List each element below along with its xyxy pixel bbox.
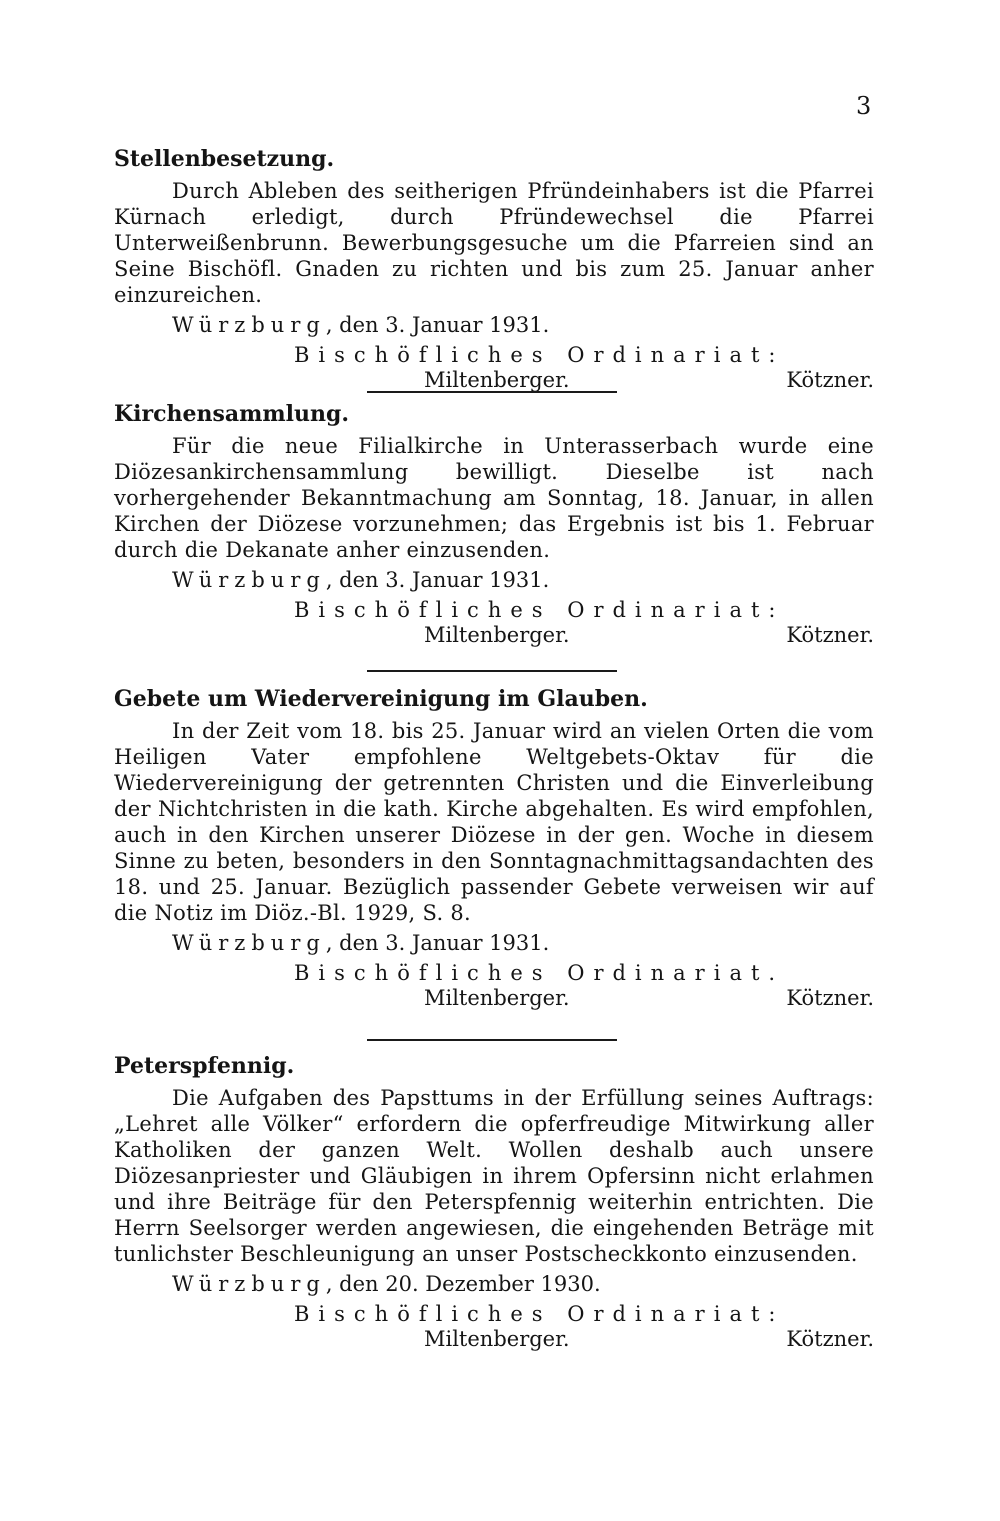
office-title: Bischöfliches Ordinariat:: [294, 1302, 785, 1326]
signature-row: [114, 623, 874, 653]
date: , den 3. Januar 1931.: [325, 568, 550, 592]
signature-left: Miltenberger.: [424, 368, 570, 392]
signature-row: [114, 1327, 874, 1357]
section-gebete: [114, 686, 874, 1016]
signature-row: [114, 986, 874, 1016]
signature-right: Kötzner.: [786, 1327, 874, 1351]
signature-left: Miltenberger.: [424, 1327, 570, 1351]
place-date: [172, 1271, 874, 1297]
office-title: Bischöfliches Ordinariat:: [294, 598, 785, 622]
section-divider: [367, 1039, 617, 1041]
signature-left: Miltenberger.: [424, 623, 570, 647]
section-heading: Stellenbesetzung.: [114, 146, 335, 172]
city: Würzburg: [172, 1272, 326, 1296]
city: Würzburg: [172, 568, 326, 592]
page-number: 3: [856, 92, 872, 120]
signature-right: Kötzner.: [786, 368, 874, 392]
signature-right: Kötzner.: [786, 623, 874, 647]
city: Würzburg: [172, 931, 326, 955]
place-date: [172, 930, 874, 956]
section-kirchensammlung: [114, 401, 874, 653]
section-peterspfennig: [114, 1053, 874, 1357]
date: , den 3. Januar 1931.: [325, 313, 550, 337]
section-heading: Kirchensammlung.: [114, 401, 350, 427]
signature-row: [114, 368, 874, 398]
date: , den 3. Januar 1931.: [325, 931, 550, 955]
section-divider: [367, 670, 617, 672]
section-body: Für die neue Filialkirche in Unterasserbach wurde eine Diözesankirchensammlung bewilligt. Dieselbe ist nach vorhergehender Bekanntmachung am Sonntag, 18. Januar, in allen Kirchen der Diözese vorzunehmen; das Ergebnis ist bis 1. Februar durch die Dekanate anher einzusenden.: [114, 434, 874, 562]
section-body: Durch Ableben des seitherigen Pfründeinhabers ist die Pfarrei Kürnach erledigt, durch Pfründewechsel die Pfarrei Unterweißenbrunn. Bewerbungsgesuche um die Pfarreien sind an Seine Bischöfl. Gnaden zu richten und bis zum 25. Januar anher einzureichen.: [114, 179, 874, 307]
section-body: Die Aufgaben des Papsttums in der Erfüllung seines Auftrags: „Lehret alle Völker“ erfordern die opferfreudige Mitwirkung aller Katholiken der ganzen Welt. Wollen deshalb auch unsere Diözesanpriester und Gläubigen in ihrem Opfersinn nicht erlahmen und ihre Beiträge für den Peterspfennig weiterhin entrichten. Die Herrn Seelsorger werden angewiesen, die eingehenden Beträge mit tunlichster Beschleunigung an unser Postscheckkonto einzusenden.: [114, 1086, 874, 1266]
signature-right: Kötzner.: [786, 986, 874, 1010]
office-title: Bischöfliches Ordinariat:: [294, 343, 785, 367]
place-date: [172, 312, 874, 338]
office-title: Bischöfliches Ordinariat.: [294, 961, 785, 985]
city: Würzburg: [172, 313, 326, 337]
place-date: [172, 567, 874, 593]
signature-left: Miltenberger.: [424, 986, 570, 1010]
section-divider: [367, 391, 617, 393]
section-stellenbesetzung: [114, 146, 874, 398]
section-heading: Peterspfennig.: [114, 1053, 295, 1079]
section-heading: Gebete um Wiedervereinigung im Glauben.: [114, 686, 648, 712]
date: , den 20. Dezember 1930.: [325, 1272, 601, 1296]
section-body: In der Zeit vom 18. bis 25. Januar wird an vielen Orten die vom Heiligen Vater empfohlene Weltgebets-Oktav für die Wiedervereinigung der getrennten Christen und die Einverleibung der Nichtchristen in die kath. Kirche abgehalten. Es wird empfohlen, auch in den Kirchen unserer Diözese in der gen. Woche in diesem Sinne zu beten, besonders in den Sonntagnachmittagsandachten des 18. und 25. Januar. Bezüglich passender Gebete verweisen wir auf die Notiz im Diöz.-Bl. 1929, S. 8.: [114, 719, 874, 925]
